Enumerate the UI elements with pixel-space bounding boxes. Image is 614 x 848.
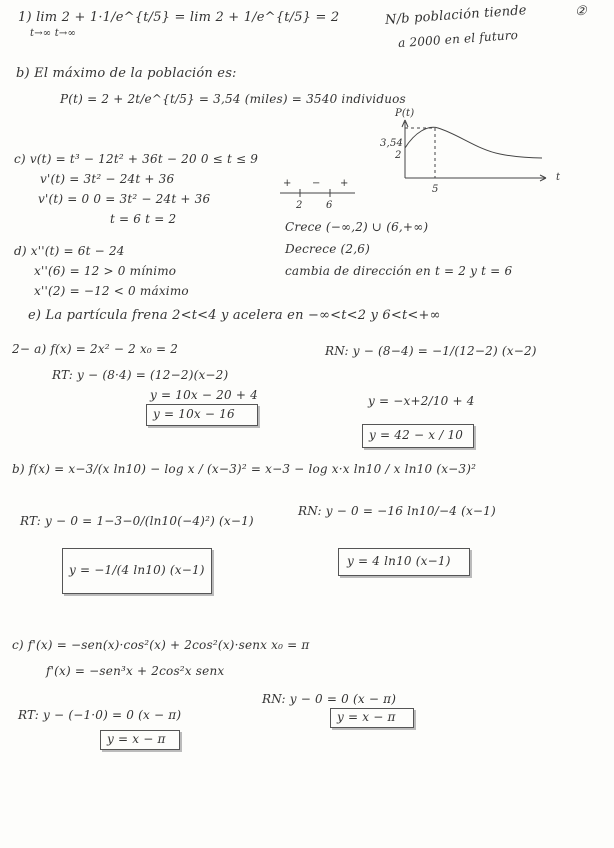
problem-2c-line: c) f'(x) = −sen(x)·cos²(x) + 2cos²(x)·senx x₀ = π — [12, 638, 310, 652]
conclusion-line-1: N/b población tiende — [384, 3, 528, 28]
derivative-line: v'(t) = 3t² − 24t + 36 — [40, 172, 175, 186]
graph-x-label: t — [556, 172, 561, 183]
limit-subscript: t→∞ t→∞ — [30, 28, 77, 39]
answer-normal-c: y = x − π — [337, 710, 396, 724]
tangent-line: RT: y − (8·4) = (12−2)(x−2) — [52, 368, 229, 382]
increasing-line: Crece (−∞,2) ∪ (6,+∞) — [285, 220, 429, 234]
answer-box-tangent-a — [146, 404, 258, 426]
problem-2c-simplified: f'(x) = −sen³x + 2cos²x senx — [46, 664, 225, 678]
problem-2a-line: 2− a) f(x) = 2x² − 2 x₀ = 2 — [12, 342, 179, 356]
graph-y-label: P(t) — [395, 108, 415, 119]
sign-plus-left: + — [283, 178, 292, 189]
decreasing-line: Decrece (2,6) — [285, 242, 370, 256]
minimum-line: x''(6) = 12 > 0 mínimo — [34, 264, 177, 278]
answer-tangent-b: y = −1/(4 ln10) (x−1) — [69, 563, 205, 577]
problem-2b-line: b) f(x) = x−3/(x ln10) − log x / (x−3)² = x−3 − log x·x ln10 / x ln10 (x−3)² — [12, 462, 477, 476]
answer-tangent-c: y = x − π — [107, 732, 166, 746]
graph-x-tick: 5 — [432, 184, 439, 195]
page-number: ② — [575, 4, 587, 19]
part-b-heading: b) El máximo de la población es: — [16, 66, 237, 81]
zero-line: v'(t) = 0 0 = 3t² − 24t + 36 — [38, 192, 211, 206]
answer-tangent-a: y = 10x − 16 — [153, 407, 235, 421]
graph-peak-label: 3,54 — [380, 138, 404, 149]
conclusion-line-2: a 2000 en el futuro — [397, 27, 519, 51]
direction-change-line: cambia de dirección en t = 2 y t = 6 — [285, 264, 513, 278]
tick-label-a: 2 — [296, 200, 303, 211]
sign-plus-right: + — [340, 178, 349, 189]
tangent-b-line: RT: y − 0 = 1−3−0/(ln10(−4)²) (x−1) — [20, 514, 254, 528]
answer-normal-a: y = 42 − x / 10 — [369, 428, 464, 442]
velocity-line: c) v(t) = t³ − 12t² + 36t − 20 0 ≤ t ≤ 9 — [14, 152, 259, 166]
maximum-line: x''(2) = −12 < 0 máximo — [34, 284, 189, 298]
tick-label-b: 6 — [326, 200, 333, 211]
answer-box-tangent-b — [62, 548, 212, 594]
roots-line: t = 6 t = 2 — [110, 212, 177, 226]
second-derivative-line: d) x''(t) = 6t − 24 — [14, 244, 125, 258]
part-e-line: e) La partícula frena 2<t<4 y acelera en −∞<t<2 y 6<t<+∞ — [28, 308, 441, 323]
limit-line: 1) lim 2 + 1·1/e^{t/5} = lim 2 + 1/e^{t/5} = 2 — [18, 10, 340, 25]
normal-c-line: RN: y − 0 = 0 (x − π) — [262, 692, 397, 706]
normal-b-line: RN: y − 0 = −16 ln10/−4 (x−1) — [298, 504, 496, 518]
answer-box-normal-c — [330, 708, 414, 728]
tangent-simplified: y = 10x − 20 + 4 — [150, 388, 258, 402]
sign-minus-mid: − — [312, 178, 321, 189]
tangent-c-line: RT: y − (−1·0) = 0 (x − π) — [18, 708, 182, 722]
answer-box-normal-b — [338, 548, 470, 576]
normal-simplified: y = −x+2/10 + 4 — [368, 394, 475, 408]
answer-box-tangent-c — [100, 730, 180, 750]
answer-box-normal-a — [362, 424, 474, 448]
normal-line: RN: y − (8−4) = −1/(12−2) (x−2) — [325, 344, 537, 358]
graph-start-label: 2 — [395, 150, 402, 161]
answer-normal-b: y = 4 ln10 (x−1) — [347, 554, 451, 568]
max-population-line: P(t) = 2 + 2t/e^{t/5} = 3,54 (miles) = 3540 individuos — [60, 92, 406, 106]
